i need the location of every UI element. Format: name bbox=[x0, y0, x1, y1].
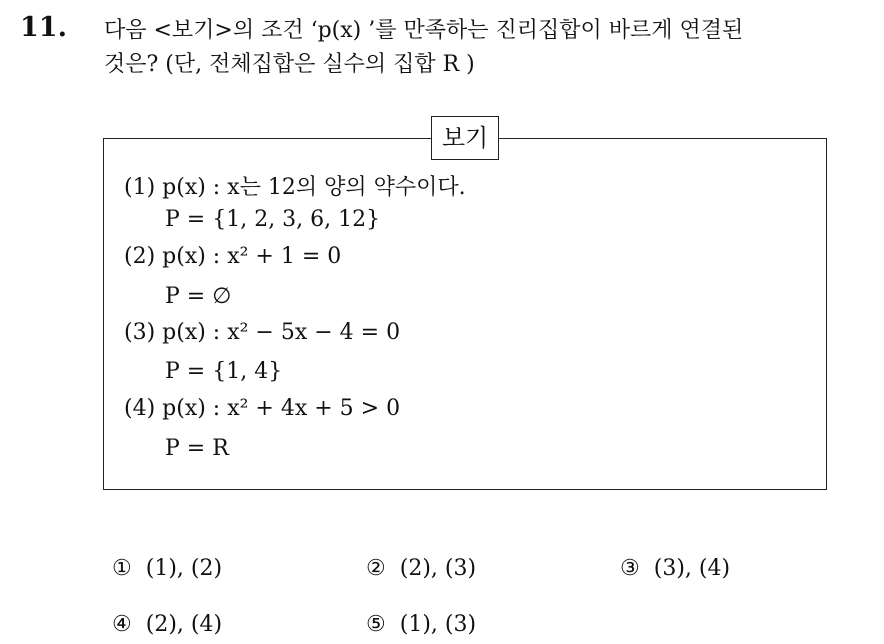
choice-3[interactable] bbox=[620, 556, 730, 581]
truth-set-3: P = {1, 4} bbox=[165, 359, 283, 384]
choice-mark: ③ bbox=[620, 556, 640, 581]
condition-1: (1) p(x) : x는 12의 양의 약수이다. bbox=[124, 175, 466, 200]
choice-mark: ② bbox=[366, 556, 386, 581]
choice-4[interactable] bbox=[112, 612, 222, 637]
choice-text: (1), (2) bbox=[145, 556, 223, 581]
choice-2[interactable] bbox=[366, 556, 476, 581]
question-line-2: 것은? (단, 전체집합은 실수의 집합 R ) bbox=[104, 52, 475, 77]
truth-set-2: P = ∅ bbox=[165, 284, 232, 309]
question-number: 11. bbox=[20, 12, 67, 43]
choice-text: (2), (4) bbox=[145, 612, 223, 637]
question-line-1: 다음 <보기>의 조건 ‘p(x) ’를 만족하는 진리집합이 바르게 연결된 bbox=[104, 18, 744, 43]
condition-3: (3) p(x) : x² − 5x − 4 = 0 bbox=[124, 320, 401, 345]
choice-1[interactable] bbox=[112, 556, 222, 581]
choice-text: (2), (3) bbox=[399, 556, 477, 581]
choice-mark: ④ bbox=[112, 612, 132, 637]
choice-mark: ① bbox=[112, 556, 132, 581]
condition-2: (2) p(x) : x² + 1 = 0 bbox=[124, 244, 342, 269]
condition-4: (4) p(x) : x² + 4x + 5 > 0 bbox=[124, 396, 401, 421]
truth-set-1: P = {1, 2, 3, 6, 12} bbox=[165, 207, 381, 232]
question-text bbox=[104, 14, 874, 82]
choice-text: (3), (4) bbox=[653, 556, 731, 581]
truth-set-4: P = R bbox=[165, 436, 229, 461]
choice-5[interactable] bbox=[366, 612, 476, 637]
choice-mark: ⑤ bbox=[366, 612, 386, 637]
choice-text: (1), (3) bbox=[399, 612, 477, 637]
bogi-label: 보기 bbox=[431, 116, 499, 160]
